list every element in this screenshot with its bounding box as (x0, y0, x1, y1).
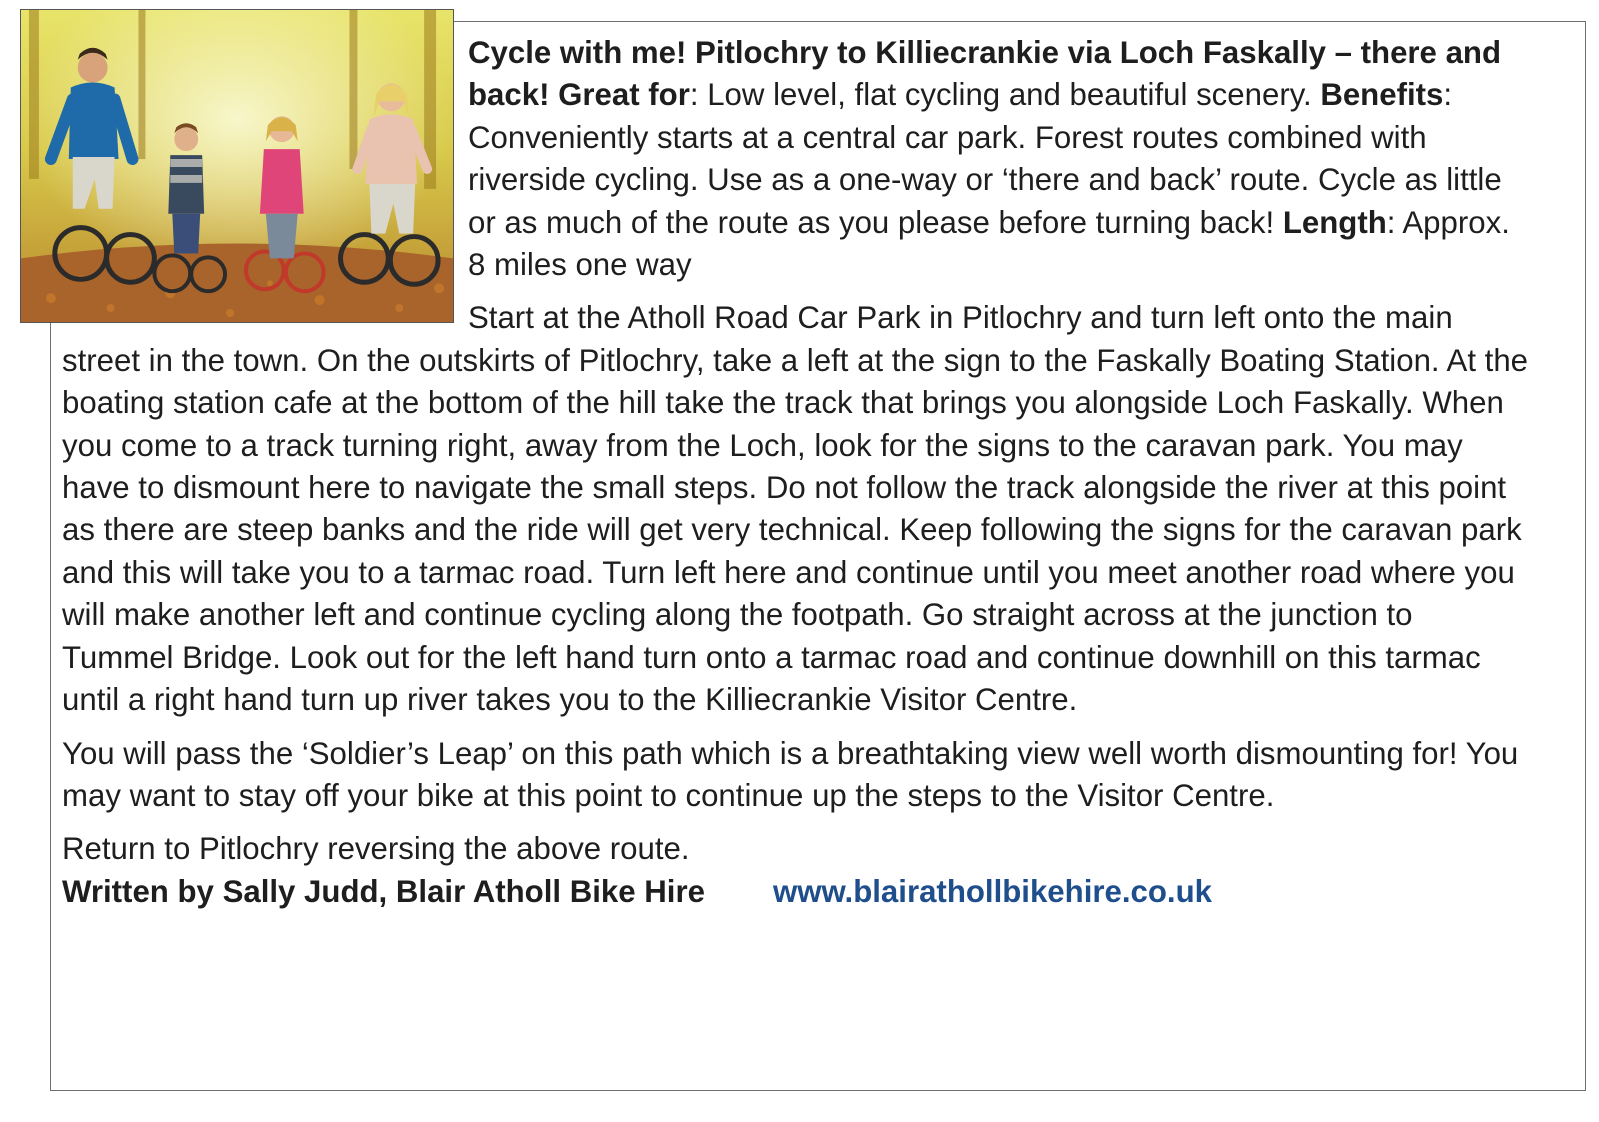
article-body (62, 32, 1528, 913)
soldiers-leap-paragraph: You will pass the ‘Soldier’s Leap’ on this path which is a breathtaking view well worth dismounting for! You may want to stay off your bike at this point to continue up the steps to the Visitor Centre. (62, 735, 1519, 813)
great-for-label: Great for (558, 77, 690, 113)
benefits-text: : Conveniently starts at a central car park. Forest routes combined with riverside cycling. Use as a one-way or ‘there and back’ route. Cycle as little or as much of the route as you please before turning back! (468, 77, 1502, 240)
benefits-label: Benefits (1320, 77, 1444, 113)
website-link[interactable]: www.blairathollbikehire.co.uk (772, 873, 1212, 909)
return-paragraph: Return to Pitlochry reversing the above route. (62, 831, 690, 867)
author-credit: Written by Sally Judd, Blair Atholl Bike Hire (62, 873, 705, 909)
photo-wrap-spacer (62, 32, 468, 324)
headline: Cycle with me! Pitlochry to Killiecrankie via Loch Faskally – there and back! (468, 35, 1502, 113)
great-for-text: : Low level, flat cycling and beautiful scenery. (689, 77, 1321, 113)
route-paragraph: Start at the Atholl Road Car Park in Pitlochry and turn left onto the main street in the town. On the outskirts of Pitlochry, take a left at the sign to the Faskally Boating Station. At the boating station cafe at the bottom of the hill take the track that brings you alongside Loch Faskally. When you come to a track turning right, away from the Loch, look for the signs to the caravan park. You may have to dismount here to navigate the small steps. Do not follow the track alongside the river at this point as there are steep banks and the ride will get very technical. Keep following the signs for the caravan park and this will take you to a tarmac road. Turn left here and continue until you meet another road where you will make another left and continue cycling along the footpath. Go straight across at the junction to Tummel Bridge. Look out for the left hand turn onto a tarmac road and continue downhill on this tarmac until a right hand turn up river takes you to the Killiecrankie Visitor Centre. (62, 300, 1529, 718)
length-text: : Approx. 8 miles one way (468, 204, 1510, 283)
article-footer (62, 871, 1528, 913)
length-label: Length (1282, 204, 1387, 240)
